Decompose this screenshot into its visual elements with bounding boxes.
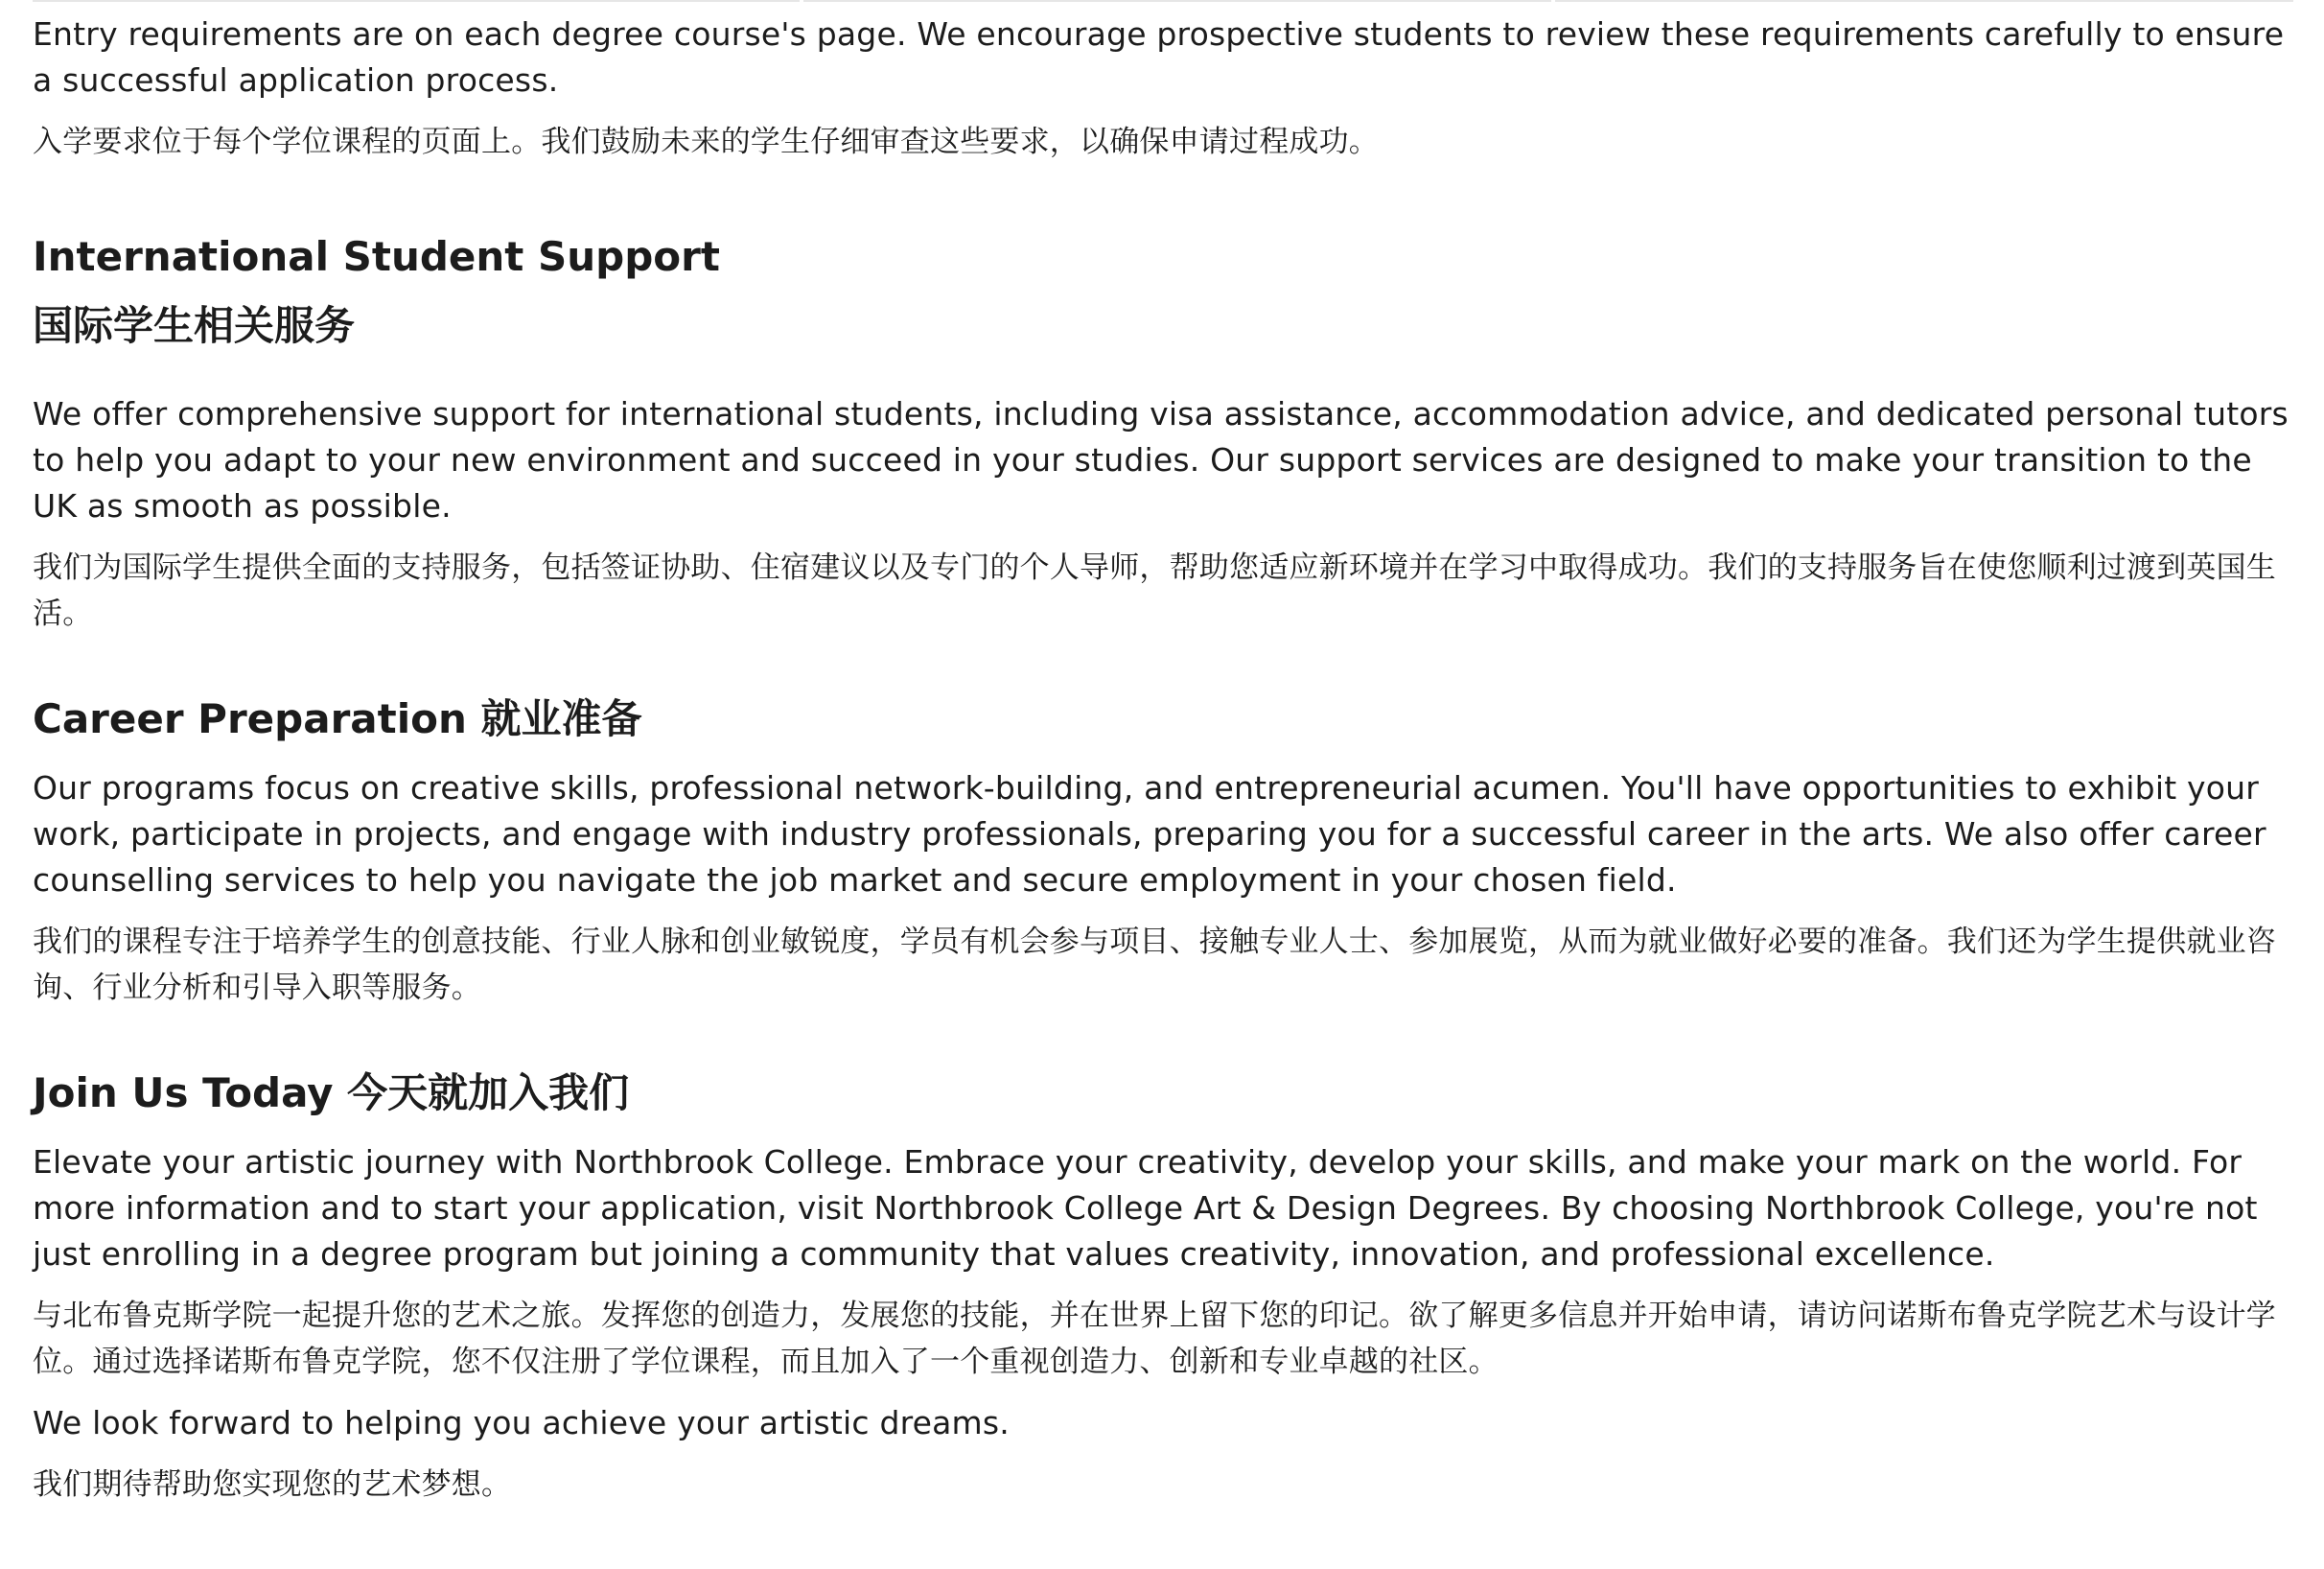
entry-requirements-text-en: Entry requirements are on each degree course's page. We encourage prospective students to review these requirements carefully to ensure a successful application process. [33, 15, 2285, 99]
international-support-section [33, 228, 2295, 637]
top-divider-middle [803, 0, 1551, 2]
section-spacer [33, 652, 2295, 691]
article-content [33, 12, 2295, 1523]
international-support-text-zh: 我们为国际学生提供全面的支持服务，包括签证协助、住宿建议以及专门的个人导师，帮助您适应新环境并在学习中取得成功。我们的支持服务旨在使您顺利过渡到英国生活。 [33, 550, 2276, 631]
international-support-heading-zh: 国际学生相关服务 [33, 302, 356, 349]
international-support-heading-en: International Student Support [33, 233, 720, 280]
join-us-heading: Join Us Today 今天就加入我们 [33, 1069, 630, 1116]
entry-requirements-section [33, 12, 2295, 165]
international-support-text-en: We offer comprehensive support for international students, including visa assistance, accommodation advice, and dedicated personal tutors to help you adapt to your new environment and succeed in your studies. Our support services are designed to make your transition to the UK as smooth as possible. [33, 395, 2289, 525]
section-spacer [33, 180, 2295, 228]
career-preparation-heading: Career Preparation 就业准备 [33, 695, 642, 742]
section-spacer [33, 1026, 2295, 1065]
top-divider-left [33, 0, 800, 2]
career-preparation-section [33, 691, 2295, 1011]
career-preparation-text-zh: 我们的课程专注于培养学生的创意技能、行业人脉和创业敏锐度，学员有机会参与项目、接触专业人士、参加展览，从而为就业做好必要的准备。我们还为学生提供就业咨询、行业分析和引导入职等服务。 [33, 925, 2276, 1005]
closing-text-en: We look forward to helping you achieve your artistic dreams. [33, 1404, 1010, 1441]
join-us-text-zh: 与北布鲁克斯学院一起提升您的艺术之旅。发挥您的创造力，发展您的技能，并在世界上留下您的印记。欲了解更多信息并开始申请，请访问诺斯布鲁克学院艺术与设计学位。通过选择诺斯布鲁克学院，您不仅注册了学位课程，而且加入了一个重视创造力、创新和专业卓越的社区。 [33, 1299, 2276, 1379]
join-us-text-en: Elevate your artistic journey with Northbrook College. Embrace your creativity, develop your skills, and make your mark on the world. For more information and to start your application, visit Northbrook College Art & Design Degrees. By choosing Northbrook College, you're not just enrolling in a degree program but joining a community that values creativity, innovation, and professional excellence. [33, 1143, 2258, 1273]
entry-requirements-text-zh: 入学要求位于每个学位课程的页面上。我们鼓励未来的学生仔细审查这些要求，以确保申请过程成功。 [33, 125, 1379, 159]
closing-text-zh: 我们期待帮助您实现您的艺术梦想。 [33, 1467, 512, 1502]
top-divider-right [1555, 0, 2293, 2]
join-us-section [33, 1065, 2295, 1508]
career-preparation-text-en: Our programs focus on creative skills, professional network-building, and entrepreneurial acumen. You'll have opportunities to exhibit your work, participate in projects, and engage with industry professionals, preparing you for a successful career in the arts. We also offer career counselling services to help you navigate the job market and secure employment in your chosen field. [33, 769, 2266, 899]
